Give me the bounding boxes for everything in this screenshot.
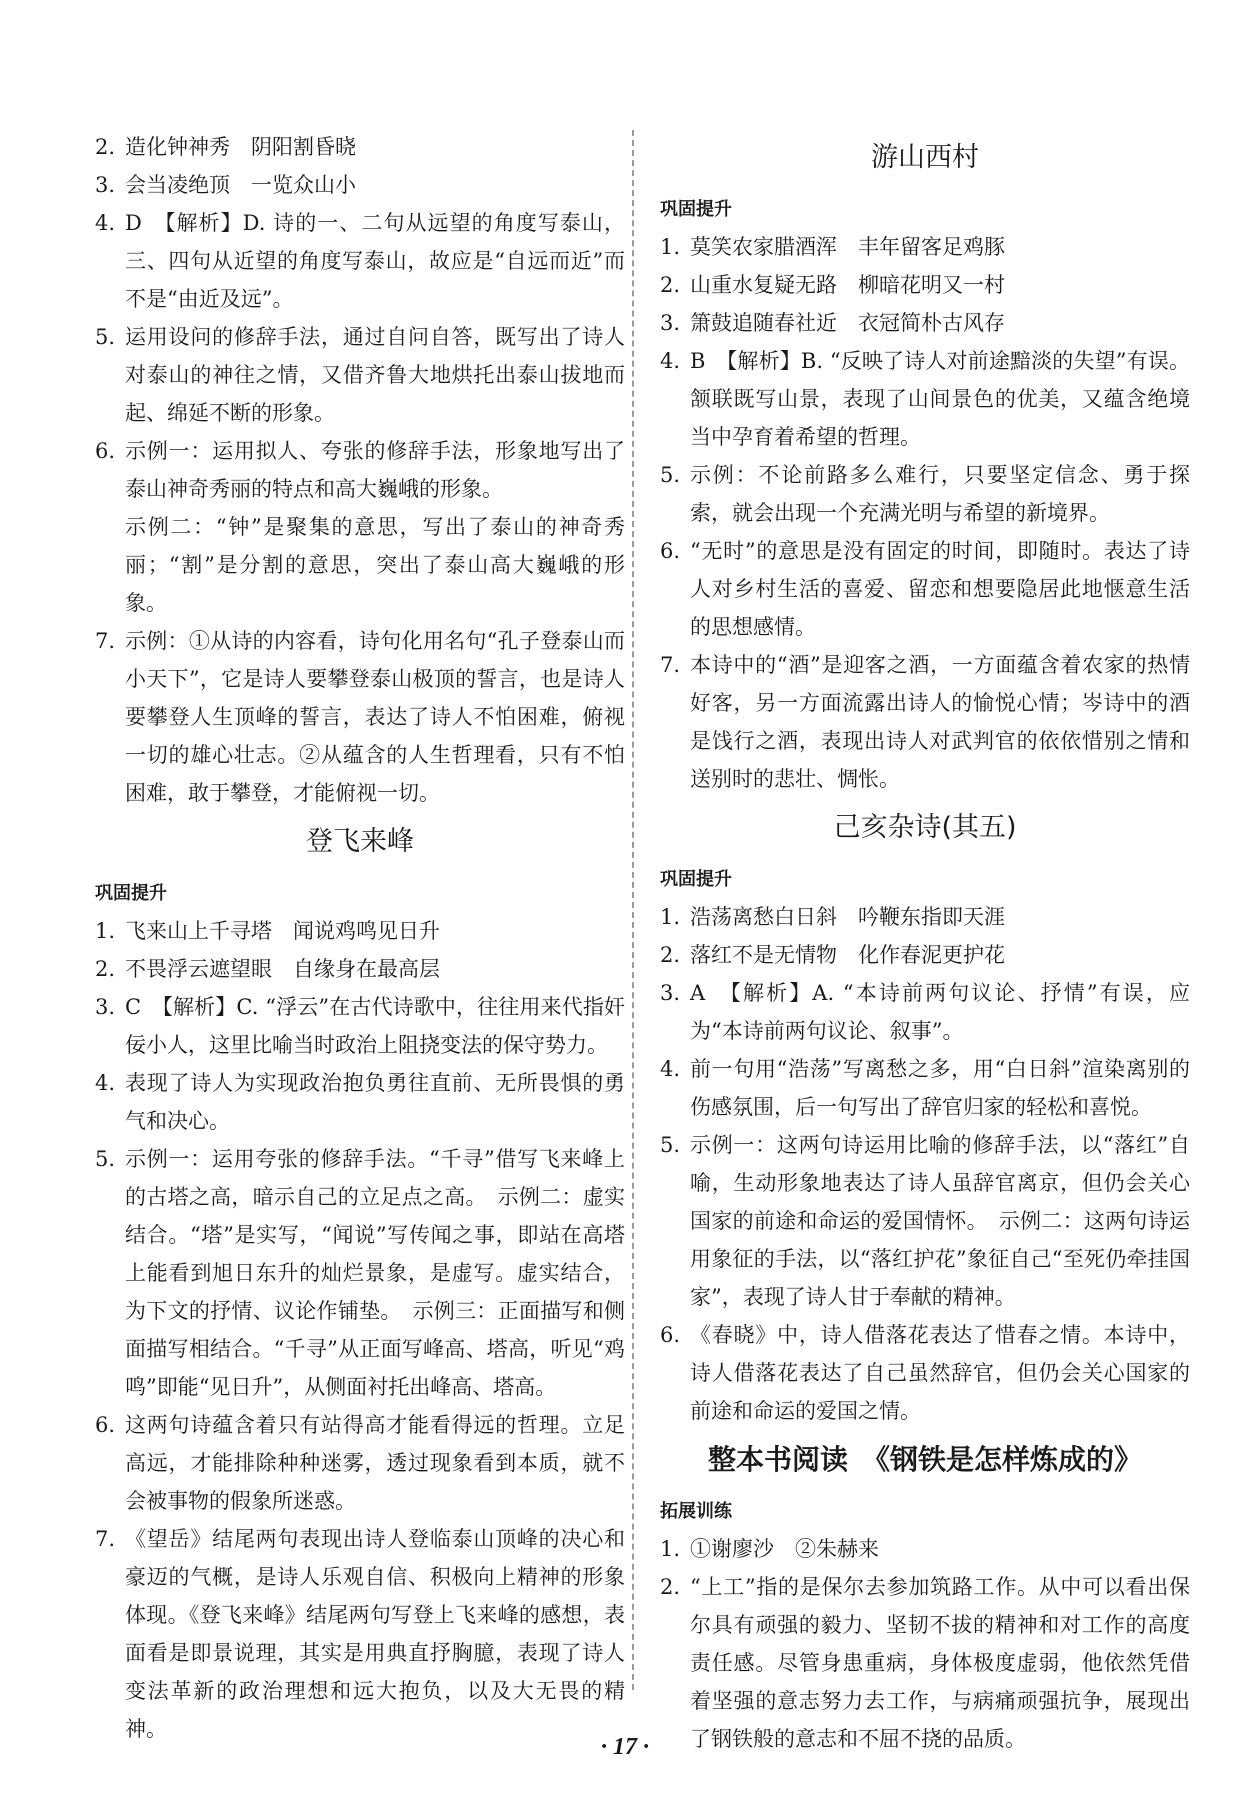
answer-item: 3. 箫鼓追随春社近 衣冠简朴古风存 <box>660 311 1005 335</box>
answer-item: 5. 示例一：运用夸张的修辞手法。“千寻”借写飞来峰上的古塔之高，暗示自己的立足点之高。 示例二：虚实结合。“塔”是实写，“闻说”写传闻之事，即站在高塔上能看到旭日东升的灿烂景象，是虚写。虚实结合，为下文的抒情、议论作铺垫。 示例三：正面描写和侧面描写相结合。“千寻”从正面写峰高、塔高，听见“鸡鸣”即能“见日升”，从侧面衬托出峰高、塔高。 <box>95 1147 625 1399</box>
answer-item: 1. 飞来山上千寻塔 闻说鸡鸣见日升 <box>95 919 440 943</box>
answer-item: 2. “上工”指的是保尔去参加筑路工作。从中可以看出保尔具有顽强的毅力、坚韧不拔的精神和对工作的高度责任感。尽管身患重病，身体极度虚弱，他依然凭借着坚强的意志努力去工作，与病痛顽强抗争，展现出了钢铁般的意志和不屈不挠的品质。 <box>660 1575 1190 1751</box>
answer-item: 1. 浩荡离愁白日斜 吟鞭东指即天涯 <box>660 905 1005 929</box>
answer-item: 6. 这两句诗蕴含着只有站得高才能看得远的哲理。立足高远，才能排除种种迷雾，透过现象看到本质，就不会被事物的假象所迷惑。 <box>95 1413 625 1513</box>
subhead-tuozhan: 拓展训练 <box>660 1501 732 1522</box>
answer-item: 4. 表现了诗人为实现政治抱负勇往直前、无所畏惧的勇气和决心。 <box>95 1071 625 1133</box>
answer-item: 2. 造化钟神秀 阴阳割昏晓 <box>95 135 356 159</box>
answer-item: 5. 示例：不论前路多么难行，只要坚定信念、勇于探索，就会出现一个充满光明与希望的新境界。 <box>660 463 1190 525</box>
section-title-dengfeilaifeng: 登飞来峰 <box>306 826 414 857</box>
answer-item: 3. A 【解析】A. “本诗前两句议论、抒情”有误，应为“本诗前两句议论、叙事”。 <box>660 981 1190 1043</box>
section-title-gangtie: 整本书阅读 《钢铁是怎样炼成的》 <box>707 1443 1142 1476</box>
answer-item: 2. 不畏浮云遮望眼 自缘身在最高层 <box>95 957 440 981</box>
answer-item: 1. 莫笑农家腊酒浑 丰年留客足鸡豚 <box>660 235 1005 259</box>
section-title-jihaizashi: 己亥杂诗(其五) <box>833 812 1017 843</box>
answer-item: 4. D 【解析】D. 诗的一、二句从远望的角度写泰山，三、四句从近望的角度写泰山，故应是“自远而近”而不是“由近及远”。 <box>95 211 625 311</box>
section-title-youshanxicun: 游山西村 <box>871 142 979 173</box>
answer-item: 1. ①谢廖沙 ②朱赫来 <box>660 1537 879 1561</box>
answer-item: 2. 落红不是无情物 化作春泥更护花 <box>660 943 1005 967</box>
answer-item: 3. 会当凌绝顶 一览众山小 <box>95 173 356 197</box>
answer-item: 5. 运用设问的修辞手法，通过自问自答，既写出了诗人对泰山的神往之情，又借齐鲁大地烘托出泰山拔地而起、绵延不断的形象。 <box>95 325 625 425</box>
answer-item: 6. 《春晓》中，诗人借落花表达了惜春之情。本诗中，诗人借落花表达了自己虽然辞官，但仍会关心国家的前途和命运的爱国之情。 <box>660 1323 1190 1423</box>
answer-item: 4. B 【解析】B. “反映了诗人对前途黯淡的失望”有误。颔联既写山景，表现了山间景色的优美，又蕴含绝境当中孕育着希望的哲理。 <box>660 349 1190 449</box>
column-divider <box>632 130 634 1690</box>
answer-item: 6. 示例一：运用拟人、夸张的修辞手法，形象地写出了泰山神奇秀丽的特点和高大巍峨的形象。 <box>95 439 625 501</box>
answer-item: 3. C 【解析】C. “浮云”在古代诗歌中，往往用来代指奸佞小人，这里比喻当时政治上阻挠变法的保守势力。 <box>95 995 625 1057</box>
answer-item: 4. 前一句用“浩荡”写离愁之多，用“白日斜”渲染离别的伤感氛围，后一句写出了辞官归家的轻松和喜悦。 <box>660 1057 1190 1119</box>
subhead-gonggu: 巩固提升 <box>95 883 167 904</box>
answer-item: 2. 山重水复疑无路 柳暗花明又一村 <box>660 273 1005 297</box>
answer-item: 7. 示例：①从诗的内容看，诗句化用名句“孔子登泰山而小天下”，它是诗人要攀登泰山极顶的誓言，也是诗人要攀登人生顶峰的誓言，表达了诗人不怕困难，俯视一切的雄心壮志。②从蕴含的人生哲理看，只有不怕困难，敢于攀登，才能俯视一切。 <box>95 629 625 805</box>
answer-example-2: 示例二：“钟”是聚集的意思，写出了泰山的神奇秀丽；“割”是分割的意思，突出了泰山高大巍峨的形象。 <box>125 515 625 615</box>
answer-item: 7. 本诗中的“酒”是迎客之酒，一方面蕴含着农家的热情好客，另一方面流露出诗人的愉悦心情；岑诗中的酒是饯行之酒，表现出诗人对武判官的依依惜别之情和送别时的悲壮、惆怅。 <box>660 653 1190 791</box>
answer-item: 6. “无时”的意思是没有固定的时间，即随时。表达了诗人对乡村生活的喜爱、留恋和想要隐居此地惬意生活的思想感情。 <box>660 539 1190 639</box>
left-column <box>95 128 625 1748</box>
right-column <box>660 128 1190 1758</box>
answer-item: 5. 示例一：这两句诗运用比喻的修辞手法，以“落红”自喻，生动形象地表达了诗人虽辞官离京，但仍会关心国家的前途和命运的爱国情怀。 示例二：这两句诗运用象征的手法，以“落红护花”象征自己“至死仍牵挂国家”，表现了诗人甘于奉献的精神。 <box>660 1133 1190 1309</box>
page-number: · 17 · <box>601 1734 649 1760</box>
answer-item: 7. 《望岳》结尾两句表现出诗人登临泰山顶峰的决心和豪迈的气概，是诗人乐观自信、积极向上精神的形象体现。《登飞来峰》结尾两句写登上飞来峰的感想，表面看是即景说理，其实是用典直抒胸臆，表现了诗人变法革新的政治理想和远大抱负，以及大无畏的精神。 <box>95 1527 625 1741</box>
subhead-gonggu: 巩固提升 <box>660 869 732 890</box>
subhead-gonggu: 巩固提升 <box>660 199 732 220</box>
